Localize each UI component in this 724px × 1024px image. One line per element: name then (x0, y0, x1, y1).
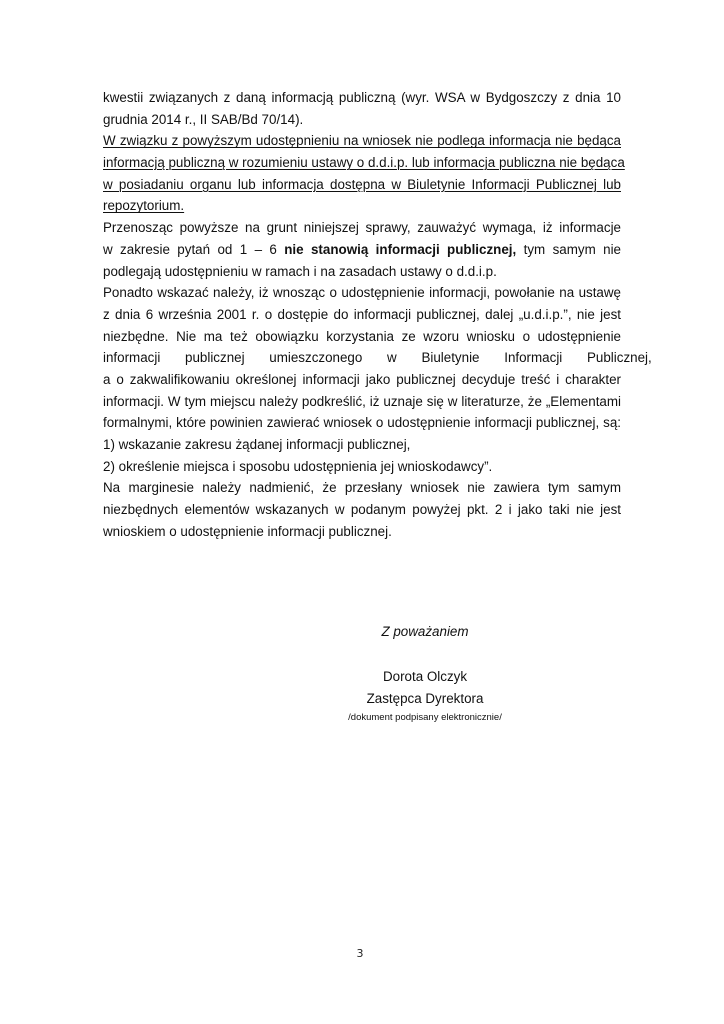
paragraph-conclusion (103, 217, 621, 282)
text-line: Ponadto wskazać należy, iż wnosząc o udostępnienie informacji, powołanie na ustawę (103, 285, 621, 301)
text-line: niezbędnych elementów wskazanych w podanym powyżej pkt. 2 i jako taki nie jest (103, 502, 621, 518)
bold-text: nie stanowią informacji publicznej, (284, 241, 517, 257)
text-line: formalnymi, które powinien zawierać wniosek o udostępnienie informacji publicznej, są: (103, 415, 621, 431)
underlined-line (103, 195, 621, 217)
paragraph-margin-note (103, 477, 621, 542)
closing-greeting: Z poważaniem (381, 624, 469, 639)
text-line: wnioskiem o udostępnienie informacji publicznej. (103, 523, 392, 539)
paragraph-formal-requirements (103, 282, 652, 477)
list-item: 2) określenie miejsca i sposobu udostępnienia jej wnioskodawcy”. (103, 458, 493, 474)
text-line: kwestii związanych z daną informacją publiczną (wyr. WSA w Bydgoszczy z dnia 10 (103, 90, 621, 105)
paragraph-underlined-statement (103, 130, 625, 217)
list-item: 1) wskazanie zakresu żądanej informacji publicznej, (103, 437, 411, 452)
document-body (103, 87, 652, 542)
underlined-text: W związku z powyższym udostępnieniu na wniosek nie podlega informacja nie będąca (103, 133, 621, 149)
underlined-line (103, 152, 625, 174)
signatory-title: Zastępca Dyrektora (366, 691, 484, 706)
text-segment: w zakresie pytań od 1 – 6 (103, 241, 285, 257)
text-segment: tym samym nie (516, 241, 621, 257)
text-line: informacji. W tym miejscu należy podkreślić, iż uznaje się w literaturze, że „Elementami (103, 393, 621, 409)
underlined-line: w posiadaniu organu lub informacja dostępna w Biuletynie Informacji Publicznej lub (103, 176, 621, 192)
text-line-with-bold (103, 239, 621, 261)
text-line: podlegają udostępnieniu w ramach i na zasadach ustawy o d.d.i.p. (103, 263, 497, 279)
text-line: Przenosząc powyższe na grunt niniejszej sprawy, zauważyć wymaga, iż informacje (103, 220, 621, 236)
page-number: 3 (356, 947, 364, 960)
text-line: Na marginesie należy nadmienić, że przesłany wniosek nie zawiera tym samym (103, 480, 621, 496)
signatory-name: Dorota Olczyk (382, 669, 468, 684)
underlined-text: repozytorium. (103, 198, 185, 214)
text-line: a o zakwalifikowaniu określonej informacji jako publicznej decyduje treść i charakter (103, 371, 621, 387)
text-line: informacji publicznej umieszczonego w Biuletynie Informacji Publicznej, (103, 350, 652, 366)
electronic-signature-note: /dokument podpisany elektronicznie/ (348, 712, 502, 723)
text-line: grudnia 2014 r., II SAB/Bd 70/14). (103, 111, 304, 127)
text-line: niezbędne. Nie ma też obowiązku korzystania ze wzoru wniosku o udostępnienie (103, 328, 621, 344)
text-line: z dnia 6 września 2001 r. o dostępie do informacji publicznej, dalej „u.d.i.p.”, nie jest (103, 306, 621, 322)
underlined-text: informacją publiczną w rozumieniu ustawy o d.d.i.p. lub informacja publiczna nie będąca (103, 155, 625, 171)
underlined-line (103, 130, 621, 152)
paragraph-citation (103, 87, 621, 130)
